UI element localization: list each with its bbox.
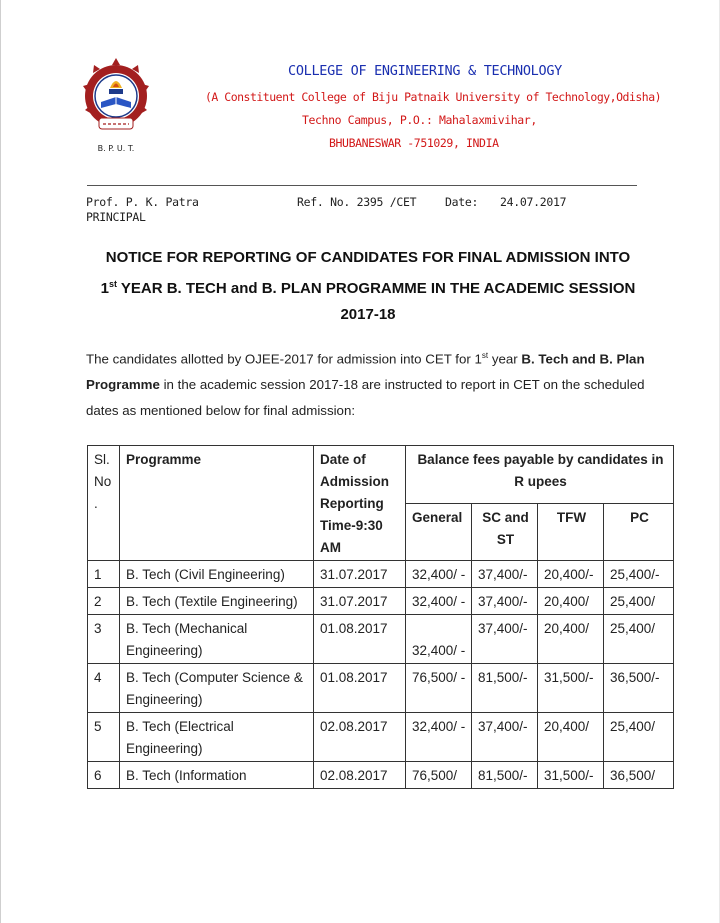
title-line-2-rest: YEAR B. TECH and B. PLAN PROGRAMME IN THE ACADEMIC SESSION <box>116 280 636 297</box>
row-sc-st: 37,400/- <box>472 588 538 615</box>
para-part-b: year <box>488 351 522 367</box>
para-bold-programme: B. Tech and B. Plan Programme <box>86 351 645 393</box>
header-general: General <box>406 503 472 561</box>
college-name: COLLEGE OF ENGINEERING & TECHNOLOGY <box>288 63 562 79</box>
table-row <box>88 762 674 789</box>
row-pc: 25,400/ <box>604 713 674 762</box>
affiliation-line: (A Constituent College of Biju Patnaik University of Technology,Odisha) <box>205 90 662 104</box>
row-pc: 36,500/- <box>604 664 674 713</box>
row-date: 02.08.2017 <box>314 762 406 789</box>
header-tfw: TFW <box>538 503 604 561</box>
row-sc-st: 81,500/- <box>472 664 538 713</box>
row-tfw: 31,500/- <box>538 762 604 789</box>
row-sl: 4 <box>88 664 120 713</box>
row-tfw: 20,400/ <box>538 588 604 615</box>
row-general: 76,500/ <box>406 762 472 789</box>
title-line-2 <box>85 271 651 302</box>
logo-caption: B. P. U. T. <box>97 144 135 153</box>
header-programme: Programme <box>120 446 314 561</box>
sender-name: Prof. P. K. Patra <box>86 195 199 209</box>
table-row <box>88 561 674 588</box>
date-label: Date: <box>445 195 479 209</box>
para-part-c: in the academic session 2017-18 are instructed to report in CET on the scheduled dates as mentioned below for final admission: <box>86 377 645 419</box>
row-general: 32,400/ - <box>406 615 472 664</box>
row-general: 32,400/ - <box>406 713 472 762</box>
notice-date: 24.07.2017 <box>500 195 567 209</box>
row-sl: 6 <box>88 762 120 789</box>
title-year-sup: st <box>108 279 117 289</box>
header-divider <box>87 185 637 186</box>
row-tfw: 20,400/- <box>538 561 604 588</box>
header-sl-no: Sl. No . <box>88 446 120 561</box>
row-sc-st: 37,400/- <box>472 713 538 762</box>
campus-line: Techno Campus, P.O.: Mahalaxmivihar, <box>302 113 537 127</box>
notice-title <box>85 245 651 328</box>
row-sl: 2 <box>88 588 120 615</box>
header-date: Date of Admission Reporting Time-9:30 AM <box>314 446 406 561</box>
row-pc: 25,400/- <box>604 561 674 588</box>
row-sl: 5 <box>88 713 120 762</box>
row-programme: B. Tech (Information <box>120 762 314 789</box>
row-pc: 25,400/ <box>604 588 674 615</box>
sender-designation: PRINCIPAL <box>86 210 146 224</box>
row-programme: B. Tech (Civil Engineering) <box>120 561 314 588</box>
row-date: 01.08.2017 <box>314 615 406 664</box>
row-pc: 25,400/ <box>604 615 674 664</box>
table-header-row <box>88 446 674 504</box>
table-row <box>88 588 674 615</box>
row-sl: 3 <box>88 615 120 664</box>
title-year-num: 1 <box>100 280 109 297</box>
row-sc-st: 81,500/- <box>472 762 538 789</box>
row-general: 76,500/ - <box>406 664 472 713</box>
header-pc: PC <box>604 503 674 561</box>
row-sc-st: 37,400/- <box>472 561 538 588</box>
title-line-1: NOTICE FOR REPORTING OF CANDIDATES FOR FINAL ADMISSION INTO <box>105 249 631 266</box>
row-programme: B. Tech (Textile Engineering) <box>120 588 314 615</box>
table-row <box>88 664 674 713</box>
title-line-3: 2017-18 <box>340 306 396 323</box>
row-date: 31.07.2017 <box>314 588 406 615</box>
city-line: BHUBANESWAR -751029, INDIA <box>329 136 499 150</box>
table-row <box>88 713 674 762</box>
row-general: 32,400/ - <box>406 588 472 615</box>
row-date: 01.08.2017 <box>314 664 406 713</box>
admission-schedule-table <box>87 445 674 789</box>
row-date: 02.08.2017 <box>314 713 406 762</box>
header-fees: Balance fees payable by candidates in R upees <box>406 446 674 504</box>
table-row <box>88 615 674 664</box>
row-general: 32,400/ - <box>406 561 472 588</box>
row-tfw: 20,400/ <box>538 615 604 664</box>
row-programme: B. Tech (Electrical Engineering) <box>120 713 314 762</box>
college-logo <box>81 56 151 156</box>
header-sc-st: SC and ST <box>472 503 538 561</box>
row-sl: 1 <box>88 561 120 588</box>
notice-paragraph <box>86 343 664 424</box>
para-sup: st <box>481 351 489 360</box>
reference-number: Ref. No. 2395 /CET <box>297 195 417 209</box>
row-sc-st: 37,400/- <box>472 615 538 664</box>
row-pc: 36,500/ <box>604 762 674 789</box>
row-date: 31.07.2017 <box>314 561 406 588</box>
para-part-a: The candidates allotted by OJEE-2017 for admission into CET for 1 <box>86 351 482 367</box>
row-programme: B. Tech (Mechanical Engineering) <box>120 615 314 664</box>
row-programme: B. Tech (Computer Science & Engineering) <box>120 664 314 713</box>
row-tfw: 31,500/- <box>538 664 604 713</box>
row-tfw: 20,400/ <box>538 713 604 762</box>
